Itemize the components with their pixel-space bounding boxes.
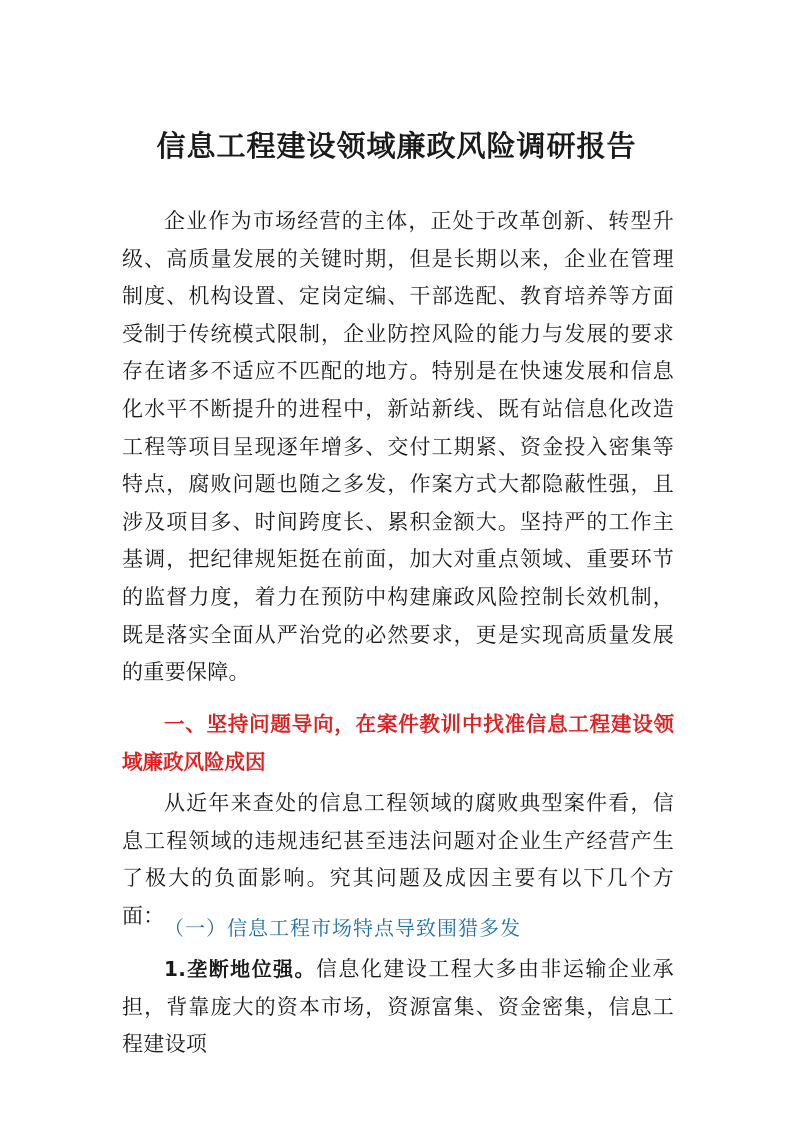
section-1-paragraph: 从近年来查处的信息工程领域的腐败典型案件看，信息工程领域的违规违纪甚至违法问题对企业生产经营产生了极大的负面影响。究其问题及成因主要有以下几个方面：: [122, 791, 674, 928]
subsection-heading-1: （一）信息工程市场特点导致围猎多发: [164, 916, 521, 940]
document-title: 信息工程建设领域廉政风险调研报告: [156, 129, 637, 163]
subsection-1-paragraph: [122, 951, 674, 1071]
intro-paragraph: 企业作为市场经营的主体，正处于改革创新、转型升级、高质量发展的关键时期，但是长期以来，企业在管理制度、机构设置、定岗定编、干部选配、教育培养等方面受制于传统模式限制，企业防控风险的能力与发展的要求存在诸多不适应不匹配的地方。特别是在快速发展和信息化水平不断提升的进程中，新站新线、既有站信息化改造工程等项目呈现逐年增多、交付工期紧、资金投入密集等特点，腐败问题也随之多发，作案方式大都隐蔽性强，且涉及项目多、时间跨度长、累积金额大。坚持严的工作主基调，把纪律规矩挺在前面，加大对重点领域、重要环节的监督力度，着力在预防中构建廉政风险控制长效机制，既是落实全面从严治党的必然要求，更是实现高质量发展的重要保障。: [122, 209, 674, 685]
section-heading-1: 一、坚持问题导向，在案件教训中找准信息工程建设领域廉政风险成因: [122, 712, 674, 774]
point-1-lead: 1.垄断地位强。: [164, 957, 316, 981]
point-1-text: 信息化建设工程大多由非运输企业承担，背靠庞大的资本市场，资源富集、资金密集，信息工程建设项: [122, 957, 674, 1057]
